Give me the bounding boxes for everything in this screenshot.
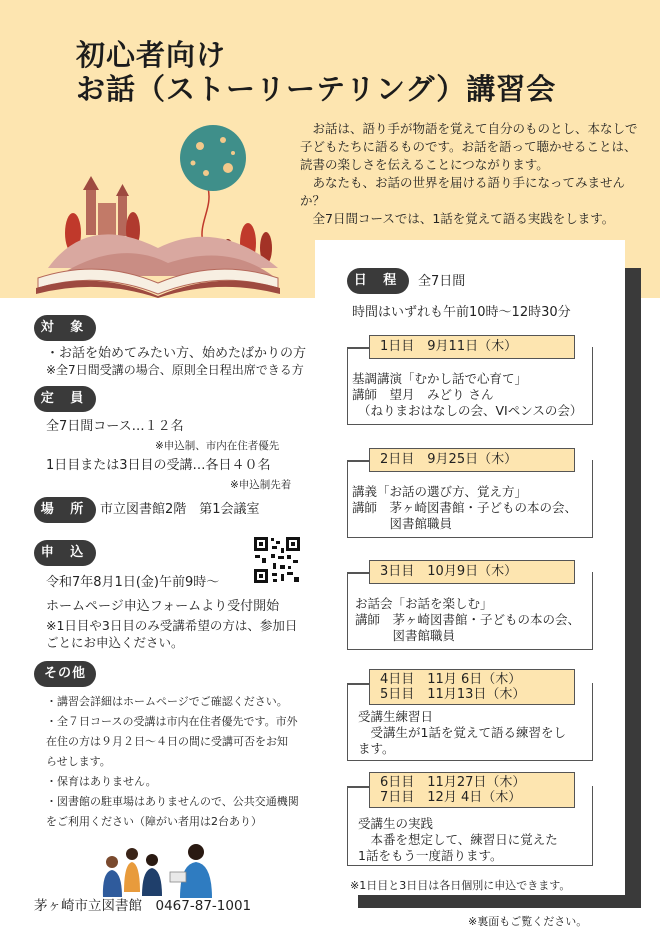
session-line: 図書館職員 (352, 516, 453, 531)
apply-line-4: ごとにお申込ください。 (46, 635, 184, 650)
session-line: 1話をもう一度語ります。 (358, 848, 503, 863)
schedule-note: ※1日目と3日目は各日個別に申込できます。 (350, 879, 571, 892)
other-line: ・図書館の駐車場はありませんので、公共交通機関 (46, 795, 299, 808)
apply-line-3: ※1日目や3日目のみ受講希望の方は、参加日 (46, 618, 298, 633)
other-line: 在住の方は９月２日～４日の間に受講可否をお知 (46, 735, 288, 748)
library-contact: 茅ヶ崎市立図書館 0467-87-1001 (34, 898, 252, 914)
target-line-2: ※全7日間受講の場合、原則全日程出席できる方 (46, 363, 304, 377)
session-line: 本番を想定して、練習日に覚えた (358, 832, 558, 847)
session-line: 受講生が1話を覚えて語る練習をし (358, 725, 566, 740)
session-line: （ねりまおはなしの会、VIペンスの会） (358, 403, 583, 418)
session-details (358, 709, 566, 757)
intro-text (300, 120, 640, 228)
other-line: ・講習会詳細はホームページでご確認ください。 (46, 695, 288, 708)
session-date-tag: 1日目 9月11日（木） (369, 335, 575, 359)
session-details (358, 816, 558, 864)
session-date-tag (369, 772, 575, 808)
session-line: 講師 茅ヶ崎図書館・子どもの本の会、 (355, 612, 581, 627)
capacity-line-1: 全7日間コース…１２名 (46, 419, 184, 434)
target-line-1: ・お話を始めてみたい方、始めたばかりの方 (46, 346, 307, 361)
session-date-line: 5日目 11月13日（木） (380, 687, 526, 702)
other-notes (46, 692, 299, 832)
book-globe-illustration (28, 118, 288, 298)
capacity-note-1: ※申込制、市内在住者優先 (155, 440, 280, 452)
schedule-days-total: 全7日間 (418, 274, 466, 289)
session-date-tag: 2日目 9月25日（木） (369, 448, 575, 472)
session-line: 基調講演「むかし話で心育て」 (352, 371, 528, 386)
session-line: 図書館職員 (355, 628, 456, 643)
schedule-label: 日 程 (347, 268, 409, 294)
capacity-note-2: ※申込制先着 (230, 479, 292, 491)
session-line: お話会「お話を楽しむ」 (355, 596, 493, 611)
title-line-2: お話（ストーリーテリング）講習会 (76, 72, 557, 106)
session-line: 講師 望月 みどり さん (352, 387, 494, 402)
apply-line-2: ホームページ申込フォームより受付開始 (46, 599, 280, 614)
other-line: ・保育はありません。 (46, 775, 157, 788)
place-value: 市立図書館2階 第1会議室 (100, 502, 260, 517)
intro-paragraph: お話は、語り手が物語を覚えて自分のものとし、本なしで子どもたちに語るものです。お話を語って聴かせることは、読書の楽しさを伝えることにつながります。 (300, 121, 638, 172)
apply-label: 申 込 (34, 540, 96, 566)
schedule-time: 時間はいずれも午前10時～12時30分 (352, 305, 571, 320)
session-line: 受講生練習日 (358, 709, 434, 724)
other-line: らせします。 (46, 755, 111, 768)
place-label: 場 所 (34, 497, 96, 523)
page-title (76, 38, 556, 106)
session-line: 講義「お話の選び方、覚え方」 (352, 484, 528, 499)
back-page-note: ※裏面もご覧ください。 (468, 915, 588, 928)
storytelling-people-illustration (100, 842, 220, 898)
session-line: 受講生の実践 (358, 816, 434, 831)
target-label: 対 象 (34, 315, 96, 341)
other-line: ・全７日コースの受講は市内在住者優先です。市外 (46, 715, 298, 728)
capacity-label: 定 員 (34, 386, 96, 412)
session-details (355, 596, 580, 644)
session-date-line: 7日目 12月 4日（木） (380, 790, 522, 805)
capacity-line-2: 1日目または3日目の受講…各日４０名 (46, 458, 271, 473)
title-line-1: 初心者向け (76, 38, 227, 72)
intro-paragraph: あなたも、お話の世界を届ける語り手になってみませんか？ (300, 175, 626, 208)
session-date-tag (369, 669, 575, 705)
session-line: ます。 (358, 741, 395, 756)
qr-code-icon[interactable] (253, 536, 301, 584)
other-line: をご利用ください（障がい者用は2台あり） (46, 815, 262, 828)
other-label: その他 (34, 661, 96, 687)
apply-line-1: 令和7年8月1日(金)午前9時～ (46, 575, 220, 590)
session-details (352, 484, 577, 532)
session-details (352, 371, 582, 419)
session-date-line: 4日目 11月 6日（木） (380, 672, 522, 687)
session-date-tag: 3日目 10月9日（木） (369, 560, 575, 584)
session-line: 講師 茅ヶ崎図書館・子どもの本の会、 (352, 500, 578, 515)
session-date-line: 6日目 11月27日（木） (380, 775, 526, 790)
intro-paragraph: 全7日間コースでは、1話を覚えて語る実践をします。 (312, 211, 615, 226)
